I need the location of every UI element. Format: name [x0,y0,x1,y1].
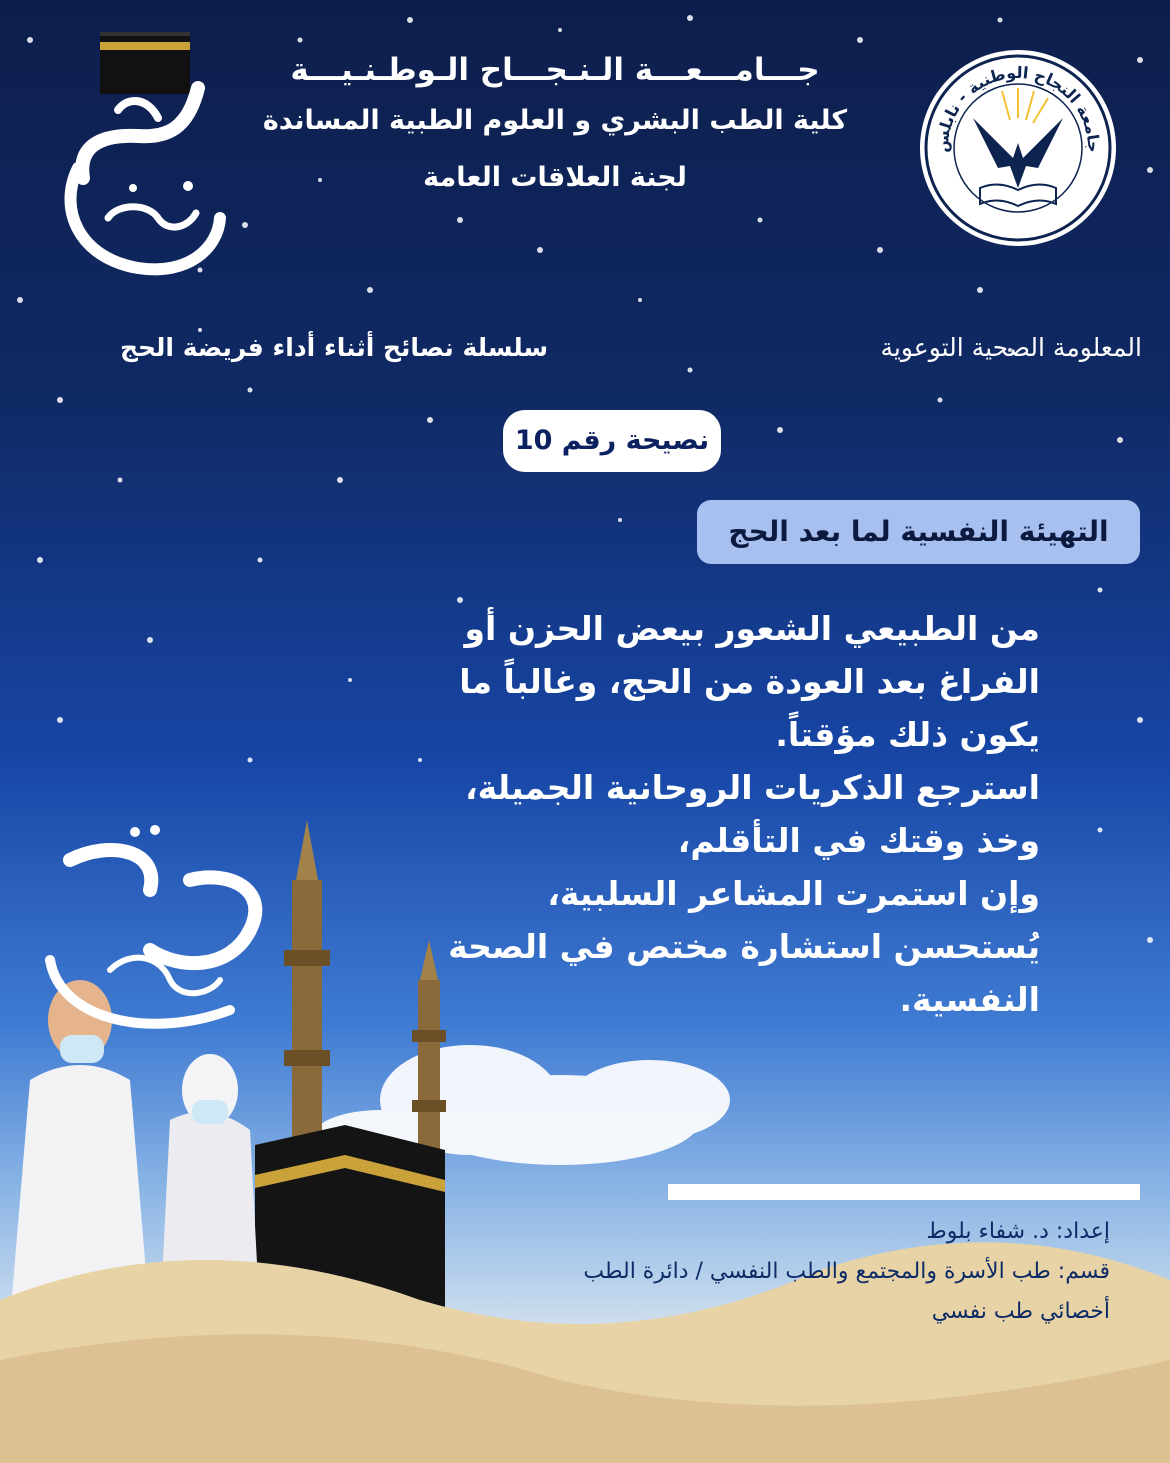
header-block [235,48,875,206]
kaaba-icon [100,32,190,94]
credits-divider [668,1184,1140,1200]
series-subtitle: سلسلة نصائح أثناء أداء فريضة الحج [120,333,549,362]
university-seal-logo [918,48,1118,248]
committee-name: لجنة العلاقات العامة [423,162,687,193]
tip-number-badge: نصيحة رقم 10 [503,410,721,472]
tip-line: يُستحسن استشارة مختص في الصحة [448,927,1040,966]
tip-line: من الطبيعي الشعور بيعض الحزن أو [464,609,1040,648]
prepared-by: إعداد: د. شفاء بلوط [926,1219,1110,1244]
category-subtitle: المعلومة الصحية التوعوية [880,333,1142,362]
hajj-mabrour-calligraphy-bottom [30,820,290,1040]
tip-topic-title: التهيئة النفسية لما بعد الحج [697,500,1140,564]
department: قسم: طب الأسرة والمجتمع والطب النفسي / دائرة الطب [583,1259,1110,1284]
tip-line: النفسية. [899,980,1040,1019]
tip-line: يكون ذلك مؤقتاً. [775,715,1040,754]
seal-text: جامعة النجاح الوطنية - نابلس [932,62,1104,154]
tip-line: وإن استمرت المشاعر السلبية، [547,874,1040,913]
tip-line: استرجع الذكريات الروحانية الجميلة، [465,768,1040,807]
university-name: جـــامـــعـــة الـنـجـــاح الـوطـنـيـــة [290,52,820,88]
faculty-name: كلية الطب البشري و العلوم الطبية المساندة [262,105,848,136]
tip-line: الفراغ بعد العودة من الحج، وغالباً ما [459,662,1040,701]
credits-block [470,1212,1110,1332]
hajj-mabrour-calligraphy [38,18,238,293]
author-title: أخصائي طب نفسي [931,1299,1110,1324]
tip-line: وخذ وقتك في التأقلم، [677,821,1040,860]
